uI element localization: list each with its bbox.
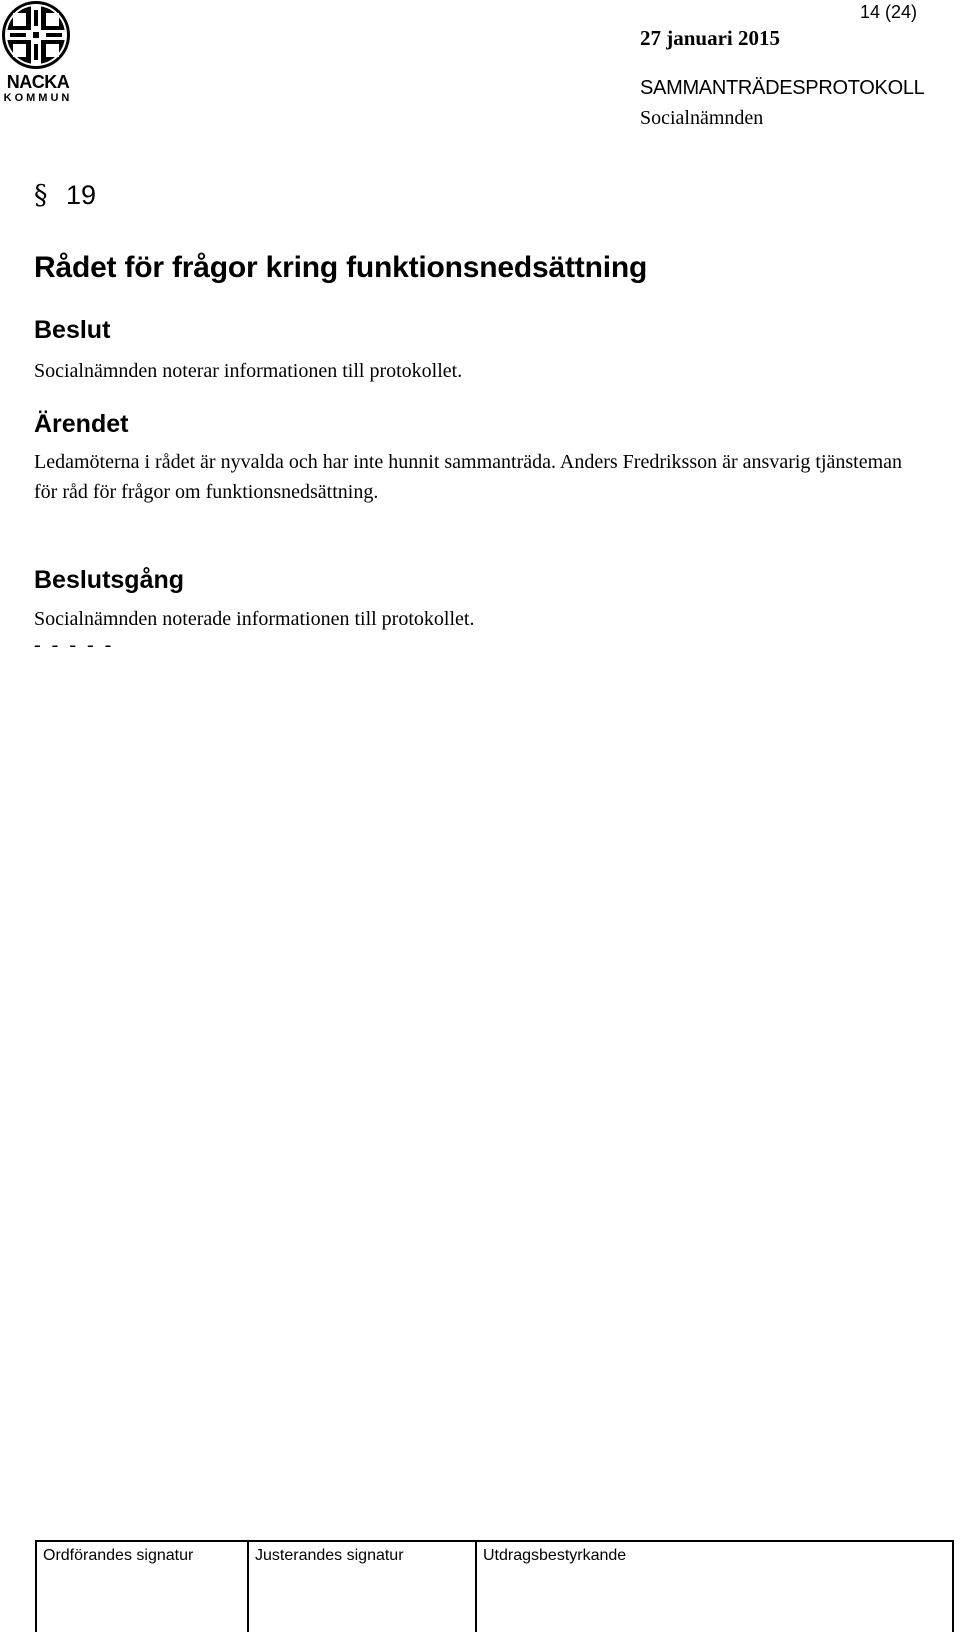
end-marker: - - - - - (34, 634, 115, 656)
page-number: 14 (24) (860, 2, 918, 22)
document-type: SAMMANTRÄDESPROTOKOLL (640, 77, 925, 99)
section-number (34, 180, 96, 211)
chair-signature-label: Ordförandes signatur (43, 1547, 194, 1564)
logo-name-line1: NACKA (6, 72, 70, 92)
heading-beslut: Beslut (34, 316, 111, 344)
signature-row (36, 1541, 953, 1632)
logo-name-line2: KOMMUN (3, 92, 73, 104)
heading-beslutsgang: Beslutsgång (34, 566, 185, 594)
meeting-date: 27 januari 2015 (640, 26, 781, 50)
section-number-value: 19 (66, 180, 97, 210)
paragraph-beslut: Socialnämnden noterar informationen till protokollet. (34, 360, 463, 382)
nacka-kommun-logo (0, 0, 76, 108)
heading-arendet: Ärendet (34, 410, 129, 438)
section-sign: § (34, 180, 48, 211)
paragraph-arendet: Ledamöterna i rådet är nyvalda och har inte hunnit sammanträda. Anders Fredriksson är ansvarig tjänsteman för råd för frågor om funktionsnedsättning. (34, 451, 903, 503)
paragraph-beslutsgang: Socialnämnden noterade informationen till protokollet. (34, 608, 475, 630)
committee-name: Socialnämnden (640, 107, 764, 129)
extract-certification-label: Utdragsbestyrkande (483, 1547, 627, 1564)
signature-table (35, 1540, 954, 1632)
adjuster-signature-cell (248, 1541, 476, 1632)
page-title: Rådet för frågor kring funktionsnedsättning (34, 251, 648, 284)
extract-certification-cell (476, 1541, 953, 1632)
chair-signature-cell (36, 1541, 248, 1632)
adjuster-signature-label: Justerandes signatur (255, 1547, 404, 1564)
nacka-emblem-icon (0, 0, 76, 72)
